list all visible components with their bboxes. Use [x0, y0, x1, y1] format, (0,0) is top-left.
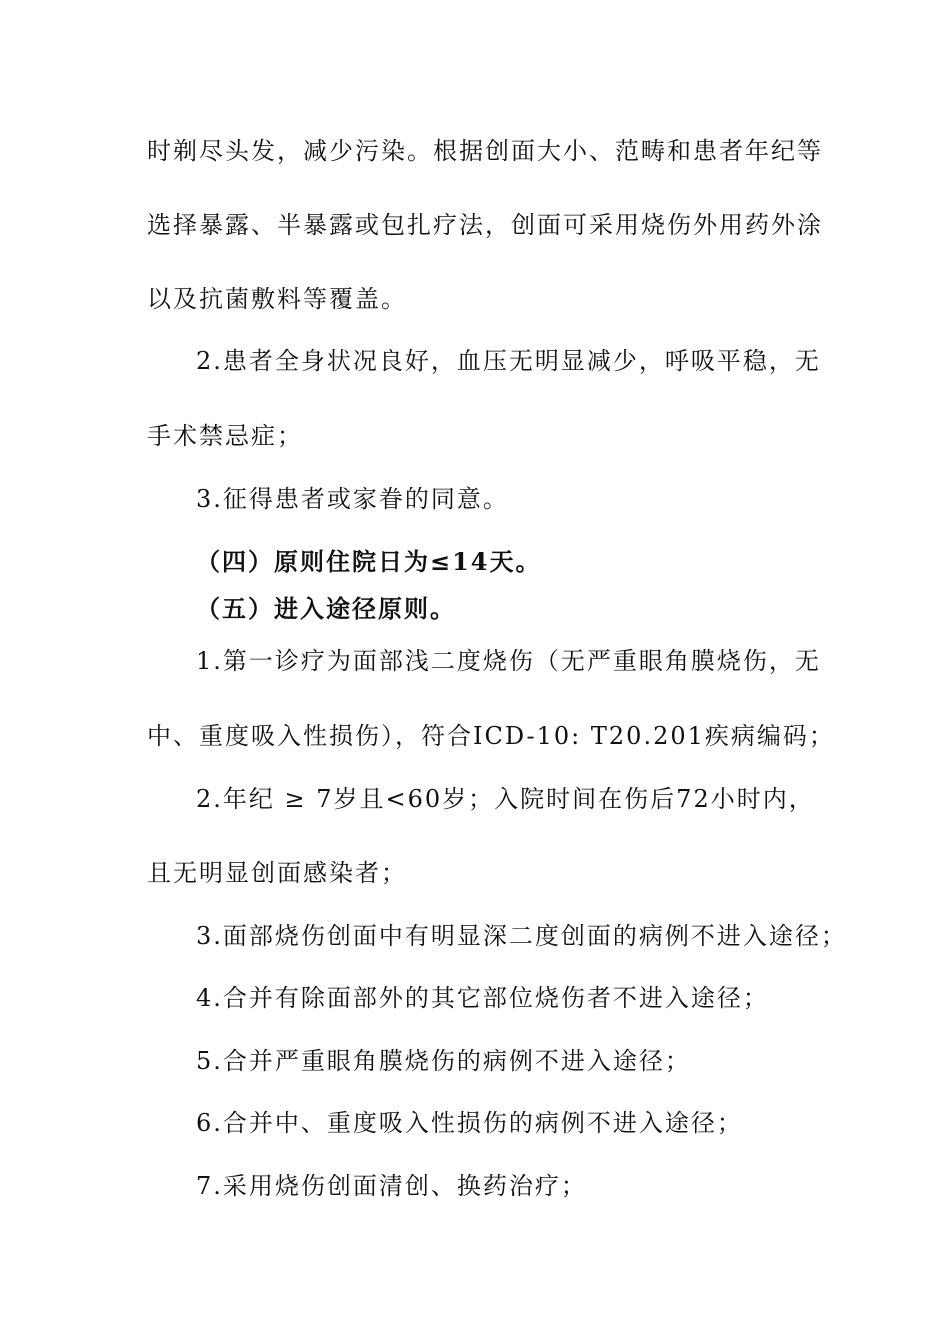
list-item: 1.第一诊疗为面部浅二度烧伤（无严重眼角膜烧伤，无 — [196, 647, 821, 675]
text-line: 中、重度吸入性损伤），符合ICD-10: T20.201疾病编码； — [147, 722, 835, 750]
section-heading: （五）进入途径原则。 — [196, 594, 456, 623]
text-line: 以及抗菌敷料等覆盖。 — [147, 285, 407, 313]
text-line: 且无明显创面感染者； — [147, 859, 407, 887]
list-item: 5.合并严重眼角膜烧伤的病例不进入途径； — [196, 1047, 691, 1075]
list-item: 2.年纪 ≥ 7岁且<60岁；入院时间在伤后72小时内， — [196, 785, 815, 813]
text-line: 时剃尽头发，减少污染。根据创面大小、范畴和患者年纪等 — [147, 137, 823, 165]
list-item: 2.患者全身状况良好，血压无明显减少，呼吸平稳，无 — [196, 347, 821, 375]
text-line: 手术禁忌症； — [147, 422, 303, 450]
text-line: 选择暴露、半暴露或包扎疗法，创面可采用烧伤外用药外涂 — [147, 211, 823, 239]
section-heading: （四）原则住院日为≤14天。 — [196, 547, 542, 576]
list-item: 4.合并有除面部外的其它部位烧伤者不进入途径； — [196, 984, 769, 1012]
list-item: 7.采用烧伤创面清创、换药治疗； — [196, 1172, 587, 1200]
list-item: 3.征得患者或家眷的同意。 — [196, 485, 509, 513]
list-item: 6.合并中、重度吸入性损伤的病例不进入途径； — [196, 1109, 743, 1137]
list-item: 3.面部烧伤创面中有明显深二度创面的病例不进入途径； — [196, 922, 847, 950]
